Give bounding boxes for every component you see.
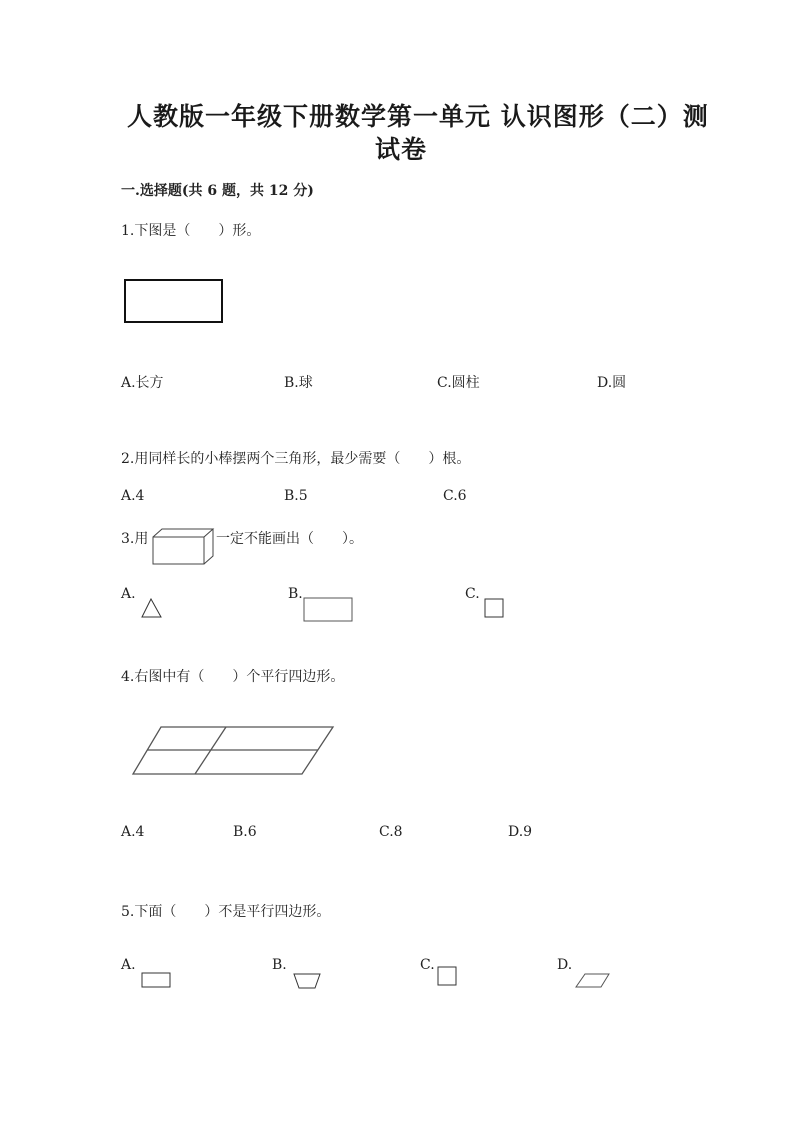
- q1-option-c[interactable]: C.圆柱: [437, 375, 480, 391]
- square-figure: [484, 598, 506, 620]
- q2-option-a[interactable]: A.4: [121, 488, 145, 504]
- q2-option-b[interactable]: B.5: [284, 488, 308, 504]
- rectangle-figure-small: [303, 597, 355, 625]
- rectangle-option-figure: [141, 972, 173, 990]
- question-4-text: 4.右图中有（ ）个平行四边形。: [121, 669, 345, 685]
- square-option-figure: [437, 966, 459, 988]
- q3-option-c[interactable]: C.: [465, 586, 480, 602]
- triangle-figure: [141, 598, 165, 620]
- question-3-prefix: 3.用: [121, 531, 149, 547]
- q1-option-d[interactable]: D.圆: [597, 375, 627, 391]
- page-title-line2: 试卷: [375, 135, 428, 164]
- parallelogram-grid-figure: [131, 726, 336, 778]
- cuboid-figure: [152, 528, 216, 566]
- q3-option-a[interactable]: A.: [121, 586, 136, 602]
- section-heading: 一.选择题(共 6 题，共 12 分): [121, 183, 314, 199]
- question-3-suffix: 一定不能画出（ ）。: [216, 531, 363, 547]
- question-2-text: 2.用同样长的小棒摆两个三角形，最少需要（ ）根。: [121, 451, 471, 467]
- question-5-text: 5.下面（ ）不是平行四边形。: [121, 904, 331, 920]
- page-title-line1: 人教版一年级下册数学第一单元 认识图形（二）测: [127, 102, 709, 131]
- q2-option-c[interactable]: C.6: [443, 488, 467, 504]
- q3-option-b[interactable]: B.: [288, 586, 303, 602]
- q4-option-d[interactable]: D.9: [508, 824, 533, 840]
- trapezoid-figure: [293, 973, 323, 991]
- q5-option-c[interactable]: C.: [420, 957, 435, 973]
- q1-option-a[interactable]: A.长方: [121, 375, 164, 391]
- q4-option-a[interactable]: A.4: [121, 824, 145, 840]
- parallelogram-option-figure: [575, 973, 615, 993]
- q5-option-d[interactable]: D.: [557, 957, 573, 973]
- q4-option-b[interactable]: B.6: [233, 824, 257, 840]
- rectangle-figure: [124, 279, 224, 325]
- question-1-text: 1.下图是（ ）形。: [121, 223, 261, 239]
- q4-option-c[interactable]: C.8: [379, 824, 403, 840]
- q5-option-b[interactable]: B.: [272, 957, 287, 973]
- q5-option-a[interactable]: A.: [121, 957, 136, 973]
- q1-option-b[interactable]: B.球: [284, 375, 313, 391]
